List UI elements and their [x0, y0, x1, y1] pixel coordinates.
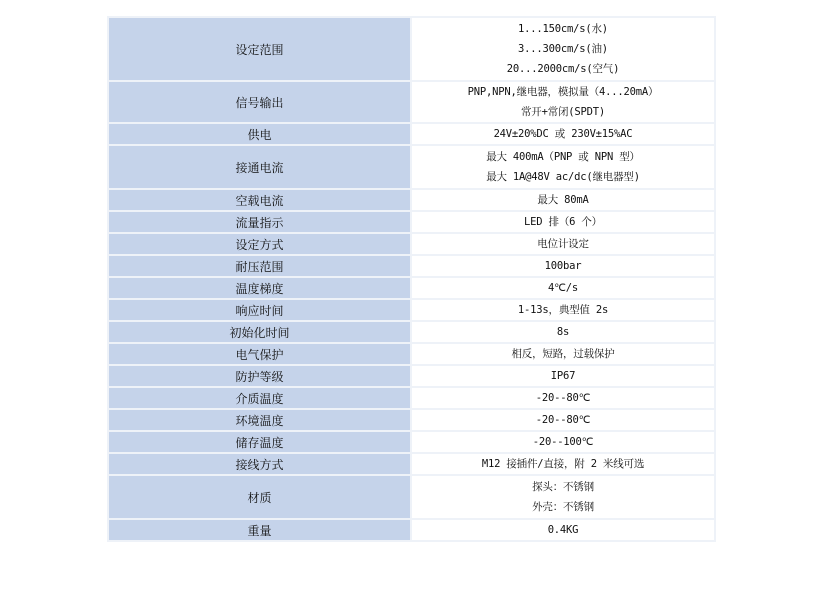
spec-value-line: PNP,NPN,继电器，模拟量（4...20mA）	[467, 86, 659, 98]
spec-label: 供电	[109, 124, 410, 144]
spec-value-line: IP67	[550, 370, 576, 382]
spec-row	[109, 388, 714, 408]
spec-value-line: -20--80℃	[535, 414, 591, 426]
spec-value-line: 24V±20%DC 或 230V±15%AC	[493, 128, 633, 140]
spec-row	[109, 520, 714, 540]
spec-label: 设定范围	[109, 18, 410, 80]
spec-value	[412, 124, 714, 144]
spec-row	[109, 124, 714, 144]
spec-label: 接通电流	[109, 146, 410, 188]
spec-label: 介质温度	[109, 388, 410, 408]
spec-label: 重量	[109, 520, 410, 540]
spec-value	[412, 476, 714, 518]
spec-label: 响应时间	[109, 300, 410, 320]
spec-value-line: -20--100℃	[532, 436, 594, 448]
spec-label: 环境温度	[109, 410, 410, 430]
spec-value	[412, 366, 714, 386]
spec-row	[109, 146, 714, 188]
spec-row	[109, 234, 714, 254]
spec-row	[109, 322, 714, 342]
spec-label: 电气保护	[109, 344, 410, 364]
spec-value	[412, 322, 714, 342]
spec-row	[109, 410, 714, 430]
spec-value-line: 1-13s，典型值 2s	[517, 304, 609, 316]
spec-value-line: 8s	[556, 326, 570, 338]
spec-value	[412, 520, 714, 540]
spec-table-body	[109, 18, 714, 540]
spec-row	[109, 82, 714, 122]
spec-value-line: 最大 80mA	[537, 194, 589, 206]
spec-value-line: 探头：不锈钢	[532, 481, 594, 493]
spec-label: 防护等级	[109, 366, 410, 386]
spec-value	[412, 256, 714, 276]
spec-label: 材质	[109, 476, 410, 518]
spec-value-line: M12 接插件/直接，附 2 米线可选	[481, 458, 645, 470]
spec-value-line: 4℃/s	[548, 282, 578, 294]
spec-value-line: 3...300cm/s(油)	[518, 43, 608, 55]
spec-value	[412, 146, 714, 188]
spec-label: 设定方式	[109, 234, 410, 254]
spec-row	[109, 432, 714, 452]
spec-value-line: 常开+常闭(SPDT)	[520, 106, 606, 118]
spec-value	[412, 388, 714, 408]
spec-row	[109, 256, 714, 276]
spec-value-line: 1...150cm/s(水)	[518, 23, 608, 35]
spec-value-line: 最大 1A@48V ac/dc(继电器型)	[486, 171, 640, 183]
spec-value	[412, 344, 714, 364]
spec-value	[412, 234, 714, 254]
spec-value-line: 0.4KG	[547, 524, 579, 536]
spec-value	[412, 18, 714, 80]
spec-label: 接线方式	[109, 454, 410, 474]
spec-value	[412, 300, 714, 320]
spec-value-line: 最大 400mA（PNP 或 NPN 型）	[486, 151, 640, 163]
spec-label: 耐压范围	[109, 256, 410, 276]
spec-value-line: 外壳：不锈钢	[532, 501, 594, 513]
spec-row	[109, 18, 714, 80]
spec-label: 信号输出	[109, 82, 410, 122]
spec-row	[109, 300, 714, 320]
spec-label: 流量指示	[109, 212, 410, 232]
spec-value-line: LED 排（6 个）	[524, 216, 602, 228]
spec-row	[109, 278, 714, 298]
spec-value	[412, 278, 714, 298]
spec-label: 储存温度	[109, 432, 410, 452]
spec-value-line: 电位计设定	[537, 238, 589, 250]
spec-row	[109, 476, 714, 518]
spec-value	[412, 212, 714, 232]
spec-value-line: -20--80℃	[535, 392, 591, 404]
spec-value-line: 100bar	[544, 260, 582, 272]
spec-value-line: 相反，短路，过载保护	[511, 348, 615, 360]
spec-value	[412, 410, 714, 430]
spec-value	[412, 190, 714, 210]
spec-value-line: 20...2000cm/s(空气)	[506, 63, 620, 75]
spec-row	[109, 344, 714, 364]
spec-value	[412, 432, 714, 452]
spec-row	[109, 212, 714, 232]
spec-row	[109, 454, 714, 474]
spec-value	[412, 454, 714, 474]
spec-label: 空载电流	[109, 190, 410, 210]
spec-row	[109, 190, 714, 210]
spec-row	[109, 366, 714, 386]
spec-label: 温度梯度	[109, 278, 410, 298]
spec-table	[107, 16, 716, 542]
spec-label: 初始化时间	[109, 322, 410, 342]
spec-value	[412, 82, 714, 122]
